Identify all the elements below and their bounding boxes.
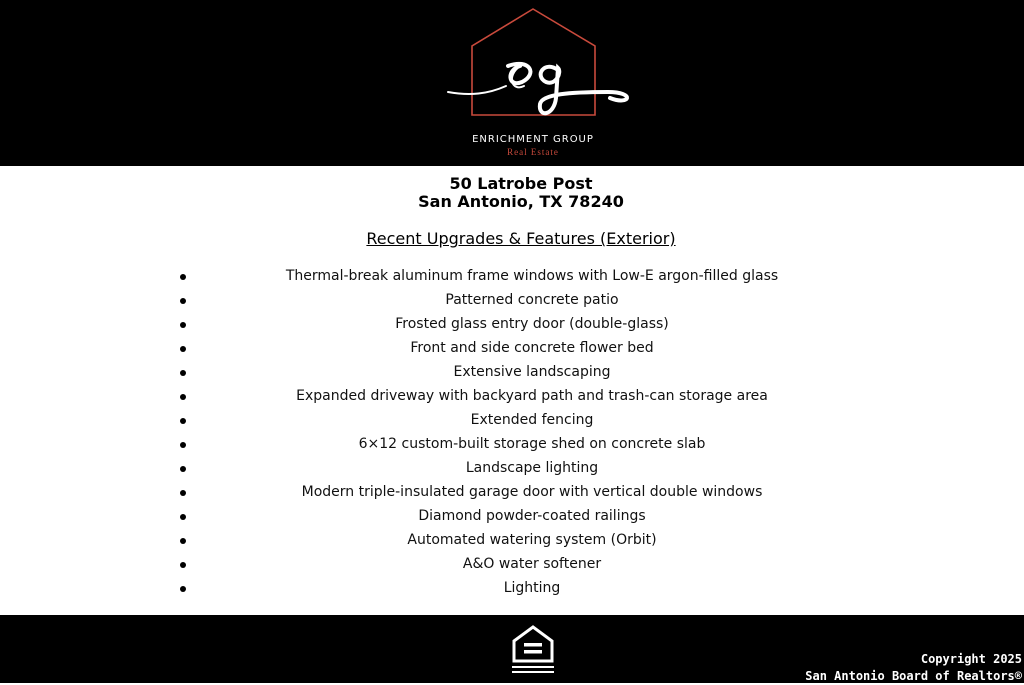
bullet-icon bbox=[180, 322, 186, 328]
list-item bbox=[0, 528, 1024, 552]
feature-text: Expanded driveway with backyard path and trash-can storage area bbox=[296, 388, 768, 404]
copyright-line-1: Copyright 2025 bbox=[920, 652, 1022, 666]
feature-text: Extended fencing bbox=[470, 412, 594, 428]
bullet-icon bbox=[180, 394, 186, 400]
house-icon bbox=[472, 9, 595, 115]
bullet-icon bbox=[180, 586, 186, 592]
list-item bbox=[0, 456, 1024, 480]
brand-name: ENRICHMENT GROUP bbox=[472, 134, 594, 145]
section-title: Recent Upgrades & Features (Exterior) bbox=[366, 229, 676, 248]
list-item bbox=[0, 480, 1024, 504]
bullet-icon bbox=[180, 442, 186, 448]
list-item bbox=[0, 432, 1024, 456]
feature-text: Frosted glass entry door (double-glass) bbox=[395, 316, 669, 332]
list-item bbox=[0, 576, 1024, 600]
feature-text: Patterned concrete patio bbox=[445, 292, 619, 308]
feature-text: 6×12 custom-built storage shed on concrete slab bbox=[358, 436, 706, 452]
copyright-line-2: San Antonio Board of Realtors® bbox=[805, 669, 1022, 683]
feature-text: Lighting bbox=[503, 580, 561, 596]
feature-text: Automated watering system (Orbit) bbox=[407, 532, 657, 548]
monogram-eg bbox=[448, 64, 627, 113]
copyright-notice bbox=[805, 651, 1022, 685]
list-item bbox=[0, 384, 1024, 408]
footer-banner bbox=[0, 615, 1024, 683]
header-banner bbox=[0, 0, 1024, 166]
equal-housing-icon bbox=[510, 623, 556, 675]
feature-text: Modern triple-insulated garage door with vertical double windows bbox=[301, 484, 763, 500]
bullet-icon bbox=[180, 298, 186, 304]
address-line-1: 50 Latrobe Post bbox=[449, 174, 593, 193]
bullet-icon bbox=[180, 538, 186, 544]
bullet-icon bbox=[180, 562, 186, 568]
list-item bbox=[0, 552, 1024, 576]
bullet-icon bbox=[180, 346, 186, 352]
bullet-icon bbox=[180, 370, 186, 376]
list-item bbox=[0, 504, 1024, 528]
feature-text: Front and side concrete flower bed bbox=[410, 340, 654, 356]
list-item bbox=[0, 360, 1024, 384]
list-item bbox=[0, 408, 1024, 432]
feature-text: Extensive landscaping bbox=[453, 364, 611, 380]
list-item bbox=[0, 264, 1024, 288]
address-line-2: San Antonio, TX 78240 bbox=[418, 192, 624, 211]
features-list bbox=[0, 264, 1024, 600]
brand-subtitle: Real Estate bbox=[507, 147, 559, 157]
bullet-icon bbox=[180, 514, 186, 520]
bullet-icon bbox=[180, 418, 186, 424]
list-item bbox=[0, 288, 1024, 312]
bullet-icon bbox=[180, 274, 186, 280]
feature-text: Diamond powder-coated railings bbox=[418, 508, 646, 524]
property-address bbox=[0, 175, 1024, 211]
bullet-icon bbox=[180, 490, 186, 496]
list-item bbox=[0, 312, 1024, 336]
list-item bbox=[0, 336, 1024, 360]
bullet-icon bbox=[180, 466, 186, 472]
feature-text: A&O water softener bbox=[462, 556, 602, 572]
feature-text: Thermal-break aluminum frame windows with Low-E argon-filled glass bbox=[285, 268, 779, 284]
feature-text: Landscape lighting bbox=[465, 460, 599, 476]
